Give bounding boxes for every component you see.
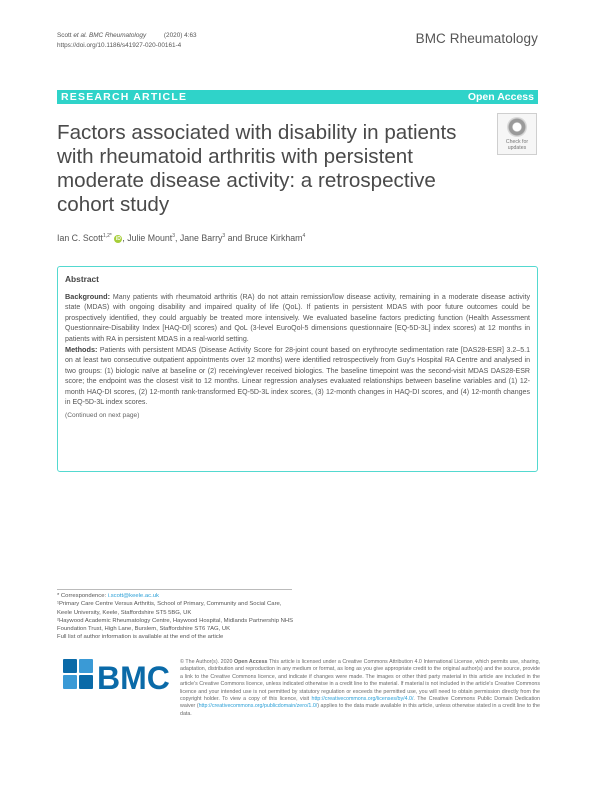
open-access-label: Open Access bbox=[467, 91, 534, 103]
abstract-methods bbox=[65, 345, 530, 408]
footnotes bbox=[57, 592, 297, 642]
citation-line-1 bbox=[57, 31, 197, 41]
article-type-banner bbox=[57, 90, 538, 104]
correspondence-email-link[interactable]: i.scott@keele.ac.uk bbox=[107, 593, 159, 599]
footnote-divider bbox=[57, 589, 292, 590]
abstract-box bbox=[57, 266, 538, 472]
author-affiliation: 4 bbox=[302, 233, 306, 240]
bmc-logo-mark bbox=[63, 659, 93, 689]
article-title: Factors associated with disability in patients with rheumatoid arthritis with persistent moderate disease activity: a retrospective cohort study bbox=[57, 121, 457, 216]
doi-link[interactable]: https://doi.org/10.1186/s41927-020-00161-4 bbox=[57, 41, 182, 49]
citation-header bbox=[57, 31, 197, 50]
bmc-logo-text: BMC bbox=[97, 660, 170, 696]
license-open-access: Open Access bbox=[234, 659, 268, 665]
abstract-background bbox=[65, 292, 530, 345]
journal-name: BMC Rheumatology bbox=[415, 31, 538, 46]
correspondence bbox=[57, 592, 297, 600]
author-affiliation: 1,2* bbox=[102, 233, 112, 240]
check-for-updates-line1: Check for bbox=[505, 139, 529, 145]
methods-label: Methods: bbox=[65, 345, 98, 355]
citation-author: Scott bbox=[57, 32, 74, 39]
methods-text: Patients with persistent MDAS (Disease Activity Score for 28-joint count based on erythrocyte sedimentation rate [DAS28-ESR] 3.2–5.1 on at least two consecutive outpatient appointments over 12 months) were identified retrospectively from Guy's Hospital RA Centre and analysed in two groups: (1) biologic naïve at baseline or (2) receiving/ever received biologics. The baseline timepoint was the second-visit MDAS DAS28-ESR score; the endpoint was the closest visit to 12 months. Linear regression analyses evaluated relationships between baseline variables and (1) 12-month HAQ-DI scores, (2) 12-month rank-transformed EQ-5D-3L index scores, (3) 12-month changes in HAQ-DI scores, and (4) 12-month changes in EQ-5D-3L index scores. bbox=[65, 347, 530, 407]
license-statement bbox=[180, 659, 540, 718]
license-body-2: . The Creative Commons Public Domain Dedication waiver ( bbox=[180, 696, 540, 710]
author-affiliation: 3 bbox=[172, 233, 175, 240]
continued-note: (Continued on next page) bbox=[65, 412, 140, 420]
license-link-cc0[interactable]: http://creativecommons.org/publicdomain/zero/1.0/ bbox=[198, 703, 318, 710]
author-list bbox=[57, 233, 305, 243]
license-body-3: ) applies to the data made available in this article, unless otherwise stated in a credit line to the data. bbox=[180, 703, 540, 717]
check-for-updates-label bbox=[498, 139, 536, 151]
check-for-updates-button[interactable] bbox=[497, 113, 537, 155]
background-label: Background: bbox=[65, 292, 110, 301]
author-name[interactable]: Ian C. Scott bbox=[57, 233, 103, 243]
license-copyright: © The Author(s). 2020 bbox=[180, 659, 235, 665]
affiliation-2: ²Haywood Academic Rheumatology Centre, Haywood Hospital, Midlands Partnership NHS Foundation Trust, High Lane, Burslem, Staffordshire ST6 7AG, UK bbox=[57, 617, 294, 633]
orcid-icon[interactable]: iD bbox=[115, 235, 121, 242]
author-name[interactable]: , Julie Mount bbox=[122, 233, 173, 243]
affiliation-1: ¹Primary Care Centre Versus Arthritis, School of Primary, Community and Social Care, Keele University, Keele, Staffordshire ST5 5BG, UK bbox=[57, 601, 282, 616]
license-link-cc-by[interactable]: http://creativecommons.org/licenses/by/4.0/ bbox=[311, 696, 414, 703]
citation-journal: et al. BMC Rheumatology bbox=[73, 32, 147, 39]
article-type-label: RESEARCH ARTICLE bbox=[61, 91, 188, 103]
check-for-updates-icon bbox=[507, 117, 527, 137]
background-text: Many patients with rheumatoid arthritis (RA) do not attain remission/low disease activity, remaining in a moderate disease activity state (MDAS) with ongoing disability and impaired quality of life (QoL). If patients in persistent MDAS with poor future outcomes could be prospectively identified, they could arguably be treated more intensively. We evaluated baseline factors predicting function (Health Assessment Questionnaire-Disability Index [HAQ-DI] scores) and QoL (3-level EuroQol-5 dimensions questionnaire [EQ-5D-3L] index scores) at 12 months in patients with RA in persistent MDAS in a real-world setting. bbox=[65, 294, 530, 343]
author-name[interactable]: and Bruce Kirkham bbox=[225, 233, 303, 243]
author-affiliation: 3 bbox=[222, 233, 226, 240]
bmc-logo bbox=[61, 653, 173, 703]
citation-year-volume: (2020) 4:63 bbox=[146, 32, 197, 39]
license-body-1: This article is licensed under a Creative Commons Attribution 4.0 International License, which permits use, sharing, adaptation, distribution and reproduction in any medium or format, as long as you give appropriate credit to the original author(s) and the source, provide a link to the Creative Commons licence, and indicate if changes were made. The images or other third party material in this article are included in the article's Creative Commons licence, unless indicated otherwise in a credit line to the material. If material is not included in the article's Creative Commons licence and your intended use is not permitted by statutory regulation or exceeds the permitted use, you will need to obtain permission directly from the copyright holder. To view a copy of this licence, visit bbox=[180, 659, 541, 703]
check-for-updates-line2: updates bbox=[507, 145, 527, 151]
correspondence-label: * Correspondence: bbox=[57, 593, 108, 599]
author-name[interactable]: , Jane Barry bbox=[174, 233, 223, 243]
abstract-heading: Abstract bbox=[65, 274, 99, 284]
author-info-note: Full list of author information is available at the end of the article bbox=[57, 634, 224, 641]
